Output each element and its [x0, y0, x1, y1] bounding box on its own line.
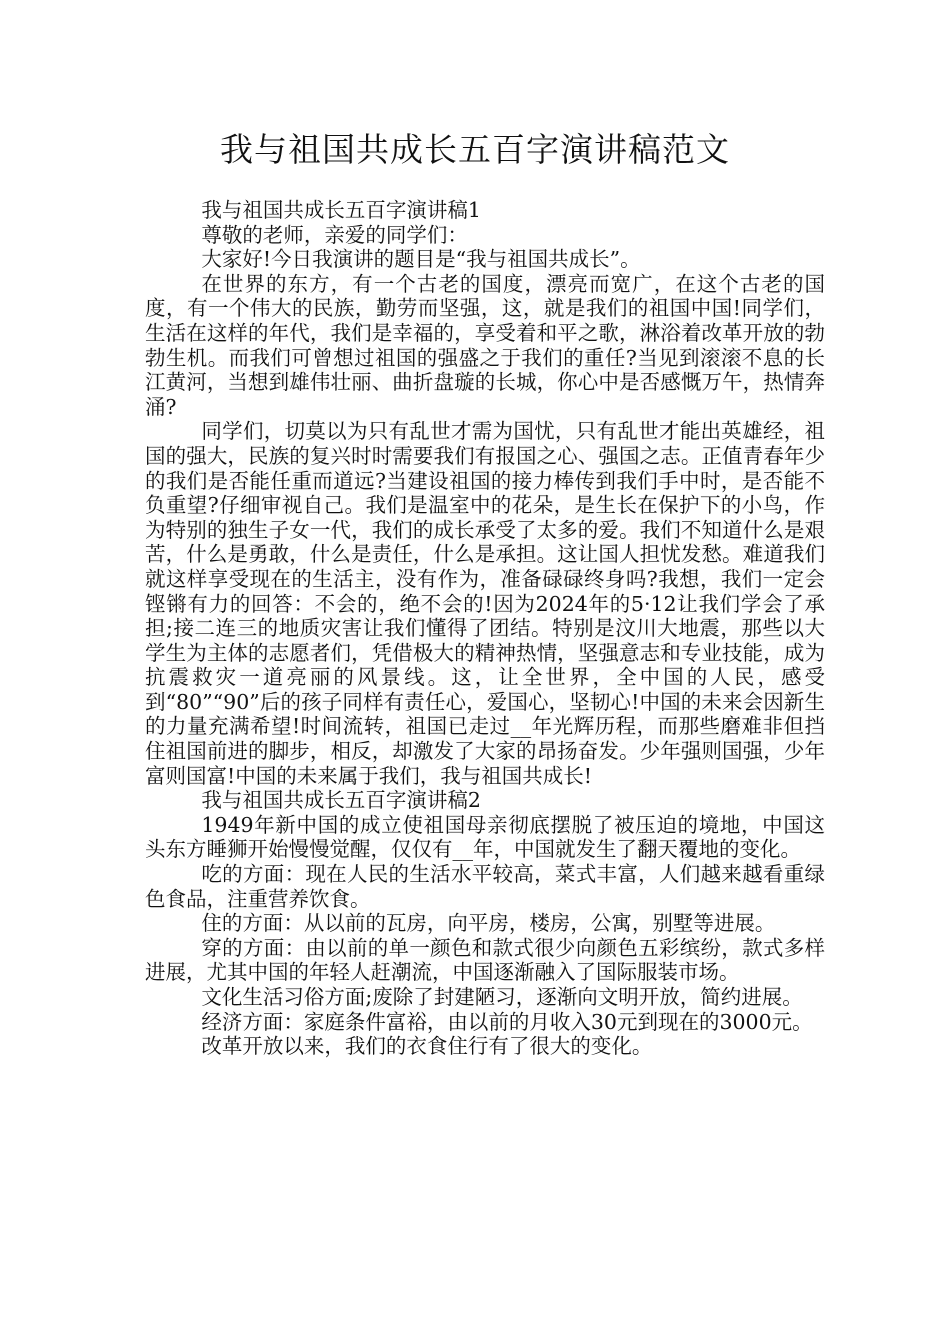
section-heading-2: 我与祖国共成长五百字演讲稿2 — [201, 788, 481, 813]
paragraph: 在世界的东方，有一个古老的国度，漂亮而宽广，在这个古老的国度，有一个伟大的民族，勤劳而坚强，这，就是我们的祖国中国!同学们，生活在这样的年代，我们是幸福的，享受着和平之歌，淋浴着改革开放的勃勃生机。而我们可曾想过祖国的强盛之于我们的重任?当见到滚滚不息的长江黄河，当想到雄伟壮丽、曲折盘璇的长城，你心中是否感慨万午，热情奔涌? — [145, 271, 825, 419]
paragraph: 同学们，切莫以为只有乱世才需为国忧，只有乱世才能出英雄经，祖国的强大，民族的复兴时时需要我们有报国之心、强国之志。正值青春年少的我们是否能任重而道远?当建设祖国的接力棒传到我们手中时，是否能不负重望?仔细审视自己。我们是温室中的花朵，是生长在保护下的小鸟，作为特别的独生子女一代，我们的成长承受了太多的爱。我们不知道什么是艰苦，什么是勇敢，什么是责任，什么是承担。这让国人担忧发愁。难道我们就这样享受现在的生活主，没有作为，准备碌碌终身吗?我想，我们一定会铿锵有力的回答：不会的，绝不会的!因为2024年的5·12让我们学会了承担;接二连三的地质灾害让我们懂得了团结。特别是汶川大地震，那些以大学生为主体的志愿者们，凭借极大的精神热情，坚强意志和专业技能，成为抗震救灾一道亮丽的风景线。这，让全世界，全中国的人民，感受到“80”“90”后的孩子同样有责任心，爱国心，坚韧心!中国的未来会因新生的力量充满希望!时间流转，祖国已走过__年光辉历程，而那些磨难非但挡住祖国前进的脚步，相反，却激发了大家的昂扬奋发。少年强则国强，少年富则国富!中国的未来属于我们，我与祖国共成长! — [145, 419, 825, 788]
section-heading-1: 我与祖国共成长五百字演讲稿1 — [201, 198, 481, 222]
paragraph: 住的方面：从以前的瓦房，向平房，楼房，公寓，别墅等进展。 — [201, 911, 776, 936]
salutation: 尊敬的老师，亲爱的同学们： — [201, 222, 468, 247]
paragraph: 经济方面：家庭条件富裕，由以前的月收入30元到现在的3000元。 — [201, 1009, 813, 1034]
paragraph: 穿的方面：由以前的单一颜色和款式很少向颜色五彩缤纷，款式多样进展，尤其中国的年轻人赶潮流，中国逐渐融入了国际服装市场。 — [145, 935, 825, 985]
paragraph: 1949年新中国的成立使祖国母亲彻底摆脱了被压迫的境地，中国这头东方睡狮开始慢慢觉醒，仅仅有__年，中国就发生了翻天覆地的变化。 — [145, 812, 825, 862]
paragraph: 文化生活习俗方面;废除了封建陋习，逐渐向文明开放，简约进展。 — [201, 985, 803, 1009]
document-body — [145, 198, 825, 1059]
document-title: 我与祖国共成长五百字演讲稿范文 — [220, 130, 730, 169]
paragraph: 改革开放以来，我们的衣食住行有了很大的变化。 — [201, 1034, 653, 1059]
paragraph: 大家好!今日我演讲的题目是“我与祖国共成长”。 — [201, 247, 641, 272]
paragraph: 吃的方面：现在人民的生活水平较高，菜式丰富，人们越来越看重绿色食品，注重营养饮食。 — [145, 862, 825, 911]
